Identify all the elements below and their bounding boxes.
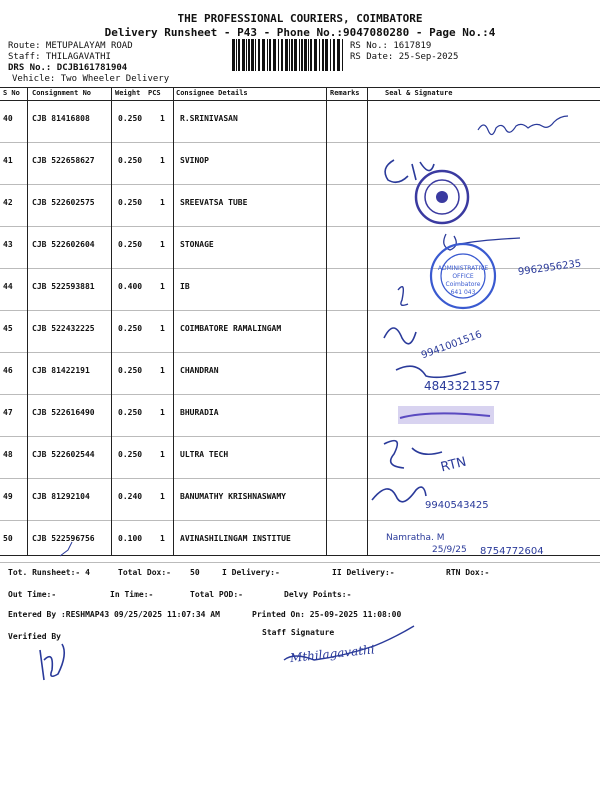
svg-text:641 043: 641 043 — [450, 289, 476, 296]
name-row-50: Namratha. M — [386, 533, 445, 543]
cell-consignee: R.SRINIVASAN — [180, 114, 238, 123]
cell-sno: 44 — [3, 282, 13, 291]
in-time: In Time:- — [110, 590, 154, 599]
phone-row-50: 8754772604 — [480, 546, 544, 557]
col-remarks: Remarks — [330, 89, 360, 97]
total-pod: Total POD:- — [190, 590, 243, 599]
cell-pcs: 1 — [160, 282, 165, 291]
col-consignment: Consignment No — [32, 89, 92, 97]
cell-sno: 47 — [3, 408, 13, 417]
cell-consignee: SVINOP — [180, 156, 209, 165]
svg-text:OFFICE: OFFICE — [452, 273, 474, 280]
signature-row-49 — [372, 487, 426, 502]
cell-sno: 46 — [3, 366, 13, 375]
date-row-50: 25/9/25 — [432, 545, 467, 555]
signature-row-46 — [396, 366, 466, 377]
cell-consignee: BHURADIA — [180, 408, 219, 417]
svg-text:ADMINISTRATIVE: ADMINISTRATIVE — [437, 265, 489, 272]
cell-consignee: AVINASHILINGAM INSTITUE — [180, 534, 291, 543]
phone-row-46: 4843321357 — [424, 379, 501, 393]
cell-sno: 40 — [3, 114, 13, 123]
cell-pcs: 1 — [160, 156, 165, 165]
cell-consignment: CJB 522593881 — [32, 282, 95, 291]
cell-pcs: 1 — [160, 450, 165, 459]
staff-signature-label: Staff Signature — [262, 628, 335, 637]
cell-weight: 0.250 — [118, 114, 143, 123]
cell-consignment: CJB 522432225 — [32, 324, 95, 333]
cell-pcs: 1 — [160, 492, 165, 501]
tick-row-50 — [60, 542, 72, 556]
tot-runsheet: Tot. Runsheet:- 4 — [8, 568, 90, 577]
ii-delivery: II Delivery:- — [332, 568, 395, 577]
drs-value: DCJB161781904 — [56, 63, 128, 73]
staff-label: Staff: THILAGAVATHI — [8, 52, 111, 62]
cell-weight: 0.250 — [118, 324, 143, 333]
cell-consignment: CJB 522602575 — [32, 198, 95, 207]
rs-number: RS No.: 1617819 — [350, 41, 432, 51]
total-dox-label: Total Dox:- — [118, 568, 171, 577]
phone-row-49: 9940543425 — [425, 500, 489, 511]
cell-weight: 0.240 — [118, 492, 143, 501]
cell-sno: 41 — [3, 156, 13, 165]
cell-sno: 49 — [3, 492, 13, 501]
cell-sno: 48 — [3, 450, 13, 459]
i-delivery: I Delivery:- — [222, 568, 280, 577]
delvy-points: Delvy Points:- — [284, 590, 352, 599]
cell-consignment: CJB 81422191 — [32, 366, 90, 375]
cell-sno: 45 — [3, 324, 13, 333]
cell-pcs: 1 — [160, 324, 165, 333]
col-weight: Weight — [115, 89, 141, 97]
signature-row-44 — [398, 287, 408, 306]
drs-label-text: DRS No.: — [8, 63, 52, 73]
cell-consignee: ULTRA TECH — [180, 450, 229, 459]
cell-consignment: CJB 81292104 — [32, 492, 90, 501]
cell-weight: 0.100 — [118, 534, 143, 543]
runsheet-title: Delivery Runsheet - P43 - Phone No.:9047080280 - Page No.:4 — [104, 26, 496, 39]
cell-consignee: IB — [180, 282, 190, 291]
cell-consignment: CJB 81416808 — [32, 114, 90, 123]
note-row-48: RTN — [439, 454, 468, 476]
col-seal: Seal & Signature — [385, 89, 453, 97]
rs-date: RS Date: 25-Sep-2025 — [350, 52, 459, 62]
cell-consignee: SREEVATSA TUBE — [180, 198, 248, 207]
cell-sno: 42 — [3, 198, 13, 207]
cell-sno: 43 — [3, 240, 13, 249]
cell-consignment: CJB 522658627 — [32, 156, 95, 165]
cell-weight: 0.250 — [118, 408, 143, 417]
cell-pcs: 1 — [160, 534, 165, 543]
cell-weight: 0.250 — [118, 156, 143, 165]
route-label: Route: METUPALAYAM ROAD — [8, 41, 133, 51]
verified-signature — [40, 644, 64, 680]
cell-weight: 0.250 — [118, 366, 143, 375]
cell-consignee: COIMBATORE RAMALINGAM — [180, 324, 282, 333]
cell-consignment: CJB 522616490 — [32, 408, 95, 417]
col-consignee: Consignee Details — [176, 89, 248, 97]
cell-consignee: STONAGE — [180, 240, 214, 249]
phone-row-44: 9962956235 — [517, 258, 582, 279]
rtn-dox: RTN Dox:- — [446, 568, 490, 577]
signature-row-48 — [384, 441, 442, 468]
cell-weight: 0.250 — [118, 240, 143, 249]
signature-row-45 — [384, 328, 416, 344]
company-title: THE PROFESSIONAL COURIERS, COIMBATORE — [177, 12, 423, 25]
signature-row-41 — [385, 160, 434, 182]
cell-consignment: CJB 522602604 — [32, 240, 95, 249]
cell-pcs: 1 — [160, 408, 165, 417]
cell-sno: 50 — [3, 534, 13, 543]
cell-consignee: BANUMATHY KRISHNASWAMY — [180, 492, 286, 501]
out-time: Out Time:- — [8, 590, 57, 599]
vehicle-label: Vehicle: Two Wheeler Delivery — [12, 74, 170, 84]
signature-row-43 — [444, 234, 520, 250]
svg-text:Coimbatore: Coimbatore — [445, 281, 481, 288]
cell-consignment: CJB 522602544 — [32, 450, 95, 459]
verified-by: Verified By — [8, 632, 61, 641]
admin-stamp — [431, 244, 495, 308]
cell-pcs: 1 — [160, 114, 165, 123]
number-row-45: 9941001516 — [419, 329, 484, 362]
cell-pcs: 1 — [160, 198, 165, 207]
entered-by: Entered By :RESHMAP43 09/25/2025 11:07:34 AM — [8, 610, 220, 619]
cell-consignment: CJB 522596756 — [32, 534, 95, 543]
cell-weight: 0.250 — [118, 450, 143, 459]
cell-pcs: 1 — [160, 240, 165, 249]
cell-weight: 0.400 — [118, 282, 143, 291]
cell-consignee: CHANDRAN — [180, 366, 219, 375]
staff-signature-text: Mthilagavathi — [289, 642, 376, 666]
round-stamp — [416, 171, 468, 223]
total-dox-value: 50 — [190, 568, 200, 577]
col-pcs: PCS — [148, 89, 161, 97]
cell-weight: 0.250 — [118, 198, 143, 207]
col-sno: S No — [3, 89, 20, 97]
printed-on: Printed On: 25-09-2025 11:08:00 — [252, 610, 402, 619]
signature-row-40 — [478, 116, 568, 135]
cell-pcs: 1 — [160, 366, 165, 375]
